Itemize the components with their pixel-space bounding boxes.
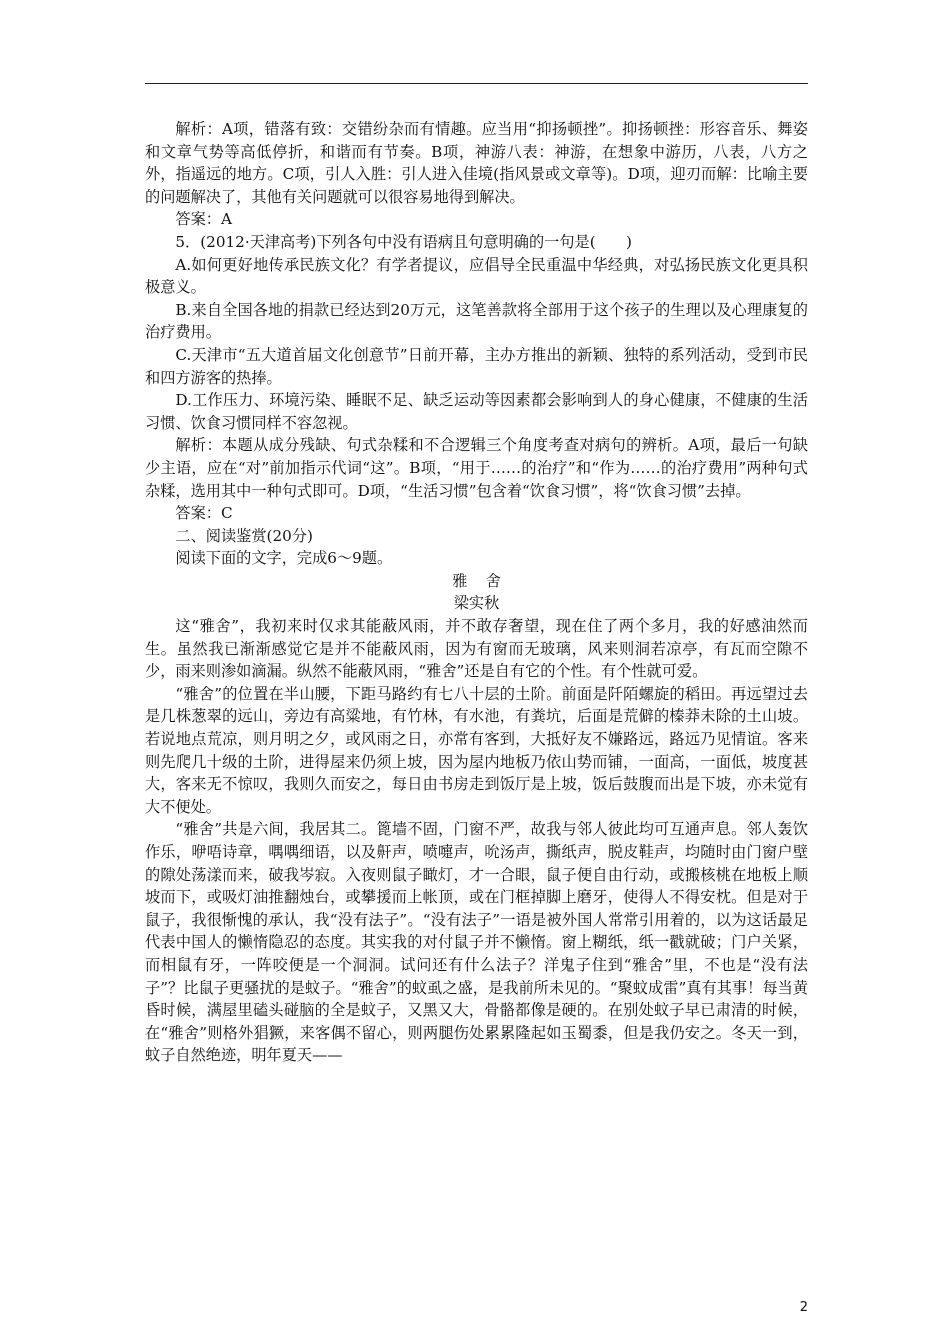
option-a: A.如何更好地传承民族文化？有学者提议，应倡导全民重温中华经典，对弘扬民族文化更具积极意义。	[145, 255, 808, 297]
analysis-paragraph: 解析：本题从成分残缺、句式杂糅和不合逻辑三个角度考查对病句的辨析。A项，最后一句缺少主语，应在“对”前加指示代词“这”。B项，“用于……的治疗”和“作为……的治疗费用”两种句式杂糅，选用其中一种句式即可。D项，“生活习惯”包含着“饮食习惯”，将“饮食习惯”去掉。	[145, 436, 808, 500]
option-d: D.工作压力、环境污染、睡眠不足、缺乏运动等因素都会影响到人的身心健康，不健康的生活习惯、饮食习惯同样不容忽视。	[145, 391, 808, 432]
option-b: B.来自全国各地的捐款已经达到20万元，这笔善款将全部用于这个孩子的生理以及心理康复的治疗费用。	[145, 300, 808, 342]
page-number: 2	[799, 1300, 808, 1315]
header-rule	[145, 83, 808, 84]
analysis-paragraph: 解析：A项，错落有致：交错纷杂而有情趣。应当用“抑扬顿挫”。抑扬顿挫：形容音乐、舞姿和文章气势等高低停折，和谐而有节奏。B项，神游八表：神游，在想象中游历，八表，八方之外，指遥远的地方。C项，引人入胜：引人进入佳境(指风景或文章等)。D项，迎刃而解：比喻主要的问题解决了，其他有关问题就可以很容易地得到解决。	[145, 120, 808, 206]
section-heading: 二、阅读鉴赏(20分)	[175, 526, 313, 545]
question-5: 5．(2012·天津高考)下列各句中没有语病且句意明确的一句是( )	[175, 232, 632, 251]
document-body	[145, 118, 808, 1067]
essay-title: 雅舍	[452, 571, 520, 590]
essay-paragraph: “雅舍”共是六间，我居其二。篦墙不固，门窗不严，故我与邻人彼此均可互通声息。邻人轰饮作乐，咿唔诗章，喁喁细语，以及鼾声，喷嚏声，吮汤声，撕纸声，脱皮鞋声，均随时由门窗户壁的隙处荡漾而来，破我岑寂。入夜则鼠子瞰灯，才一合眼，鼠子便自由行动，或搬核桃在地板上顺坡而下，或吸灯油推翻烛台，或攀援而上帐顶，或在门框掉脚上磨牙，使得人不得安枕。但是对于鼠子，我很惭愧的承认，我“没有法子”。“没有法子”一语是被外国人常常引用着的，以为这话最足代表中国人的懒惰隐忍的态度。其实我的对付鼠子并不懒惰。窗上糊纸，纸一戳就破；门户关紧，而相鼠有牙，一阵咬便是一个洞洞。试问还有什么法子？洋鬼子住到“雅舍”里，不也是“没有法子”？比鼠子更骚扰的是蚊子。“雅舍”的蚊虱之盛，是我前所未见的。“聚蚊成雷”真有其事！每当黄昏时候，满屋里磕头碰脑的全是蚊子，又黑又大，骨骼都像是硬的。在别处蚊子早已肃清的时候，在“雅舍”则格外猖獗，来客偶不留心，则两腿伤处累累隆起如玉蜀黍，但是我仍安之。冬天一到，蚊子自然绝迹，明年夏天——	[145, 820, 808, 1065]
option-c: C.天津市“五大道首届文化创意节”日前开幕，主办方推出的新颖、独特的系列活动，受到市民和四方游客的热捧。	[145, 345, 808, 387]
essay-author: 梁实秋	[453, 594, 500, 613]
essay-paragraph: “雅舍”的位置在半山腰，下距马路约有七八十层的土阶。前面是阡陌螺旋的稻田。再远望过去是几株葱翠的远山，旁边有高粱地，有竹林，有水池，有粪坑，后面是荒僻的榛莽未除的土山坡。若说地点荒凉，则月明之夕，或风雨之日，亦常有客到，大抵好友不嫌路远，路远乃见情谊。客来则先爬几十级的土阶，进得屋来仍须上坡，因为屋内地板乃依山势而铺，一面高，一面低，坡度甚大，客来无不惊叹，我则久而安之，每日由书房走到饭厅是上坡，饭后鼓腹而出是下坡，亦未觉有大不便处。	[145, 684, 808, 816]
essay-paragraph: 这“雅舍”，我初来时仅求其能蔽风雨，并不敢存奢望，现在住了两个多月，我的好感油然而生。虽然我已渐渐感觉它是并不能蔽风雨，因为有窗而无玻璃，风来则洞若凉亭，有瓦而空隙不少，雨来则渗如滴漏。纵然不能蔽风雨，“雅舍”还是自有它的个性。有个性就可爱。	[145, 617, 808, 681]
answer-line: 答案：C	[175, 504, 233, 523]
answer-line: 答案：A	[175, 210, 232, 229]
reading-instruction: 阅读下面的文字，完成6～9题。	[175, 549, 393, 568]
